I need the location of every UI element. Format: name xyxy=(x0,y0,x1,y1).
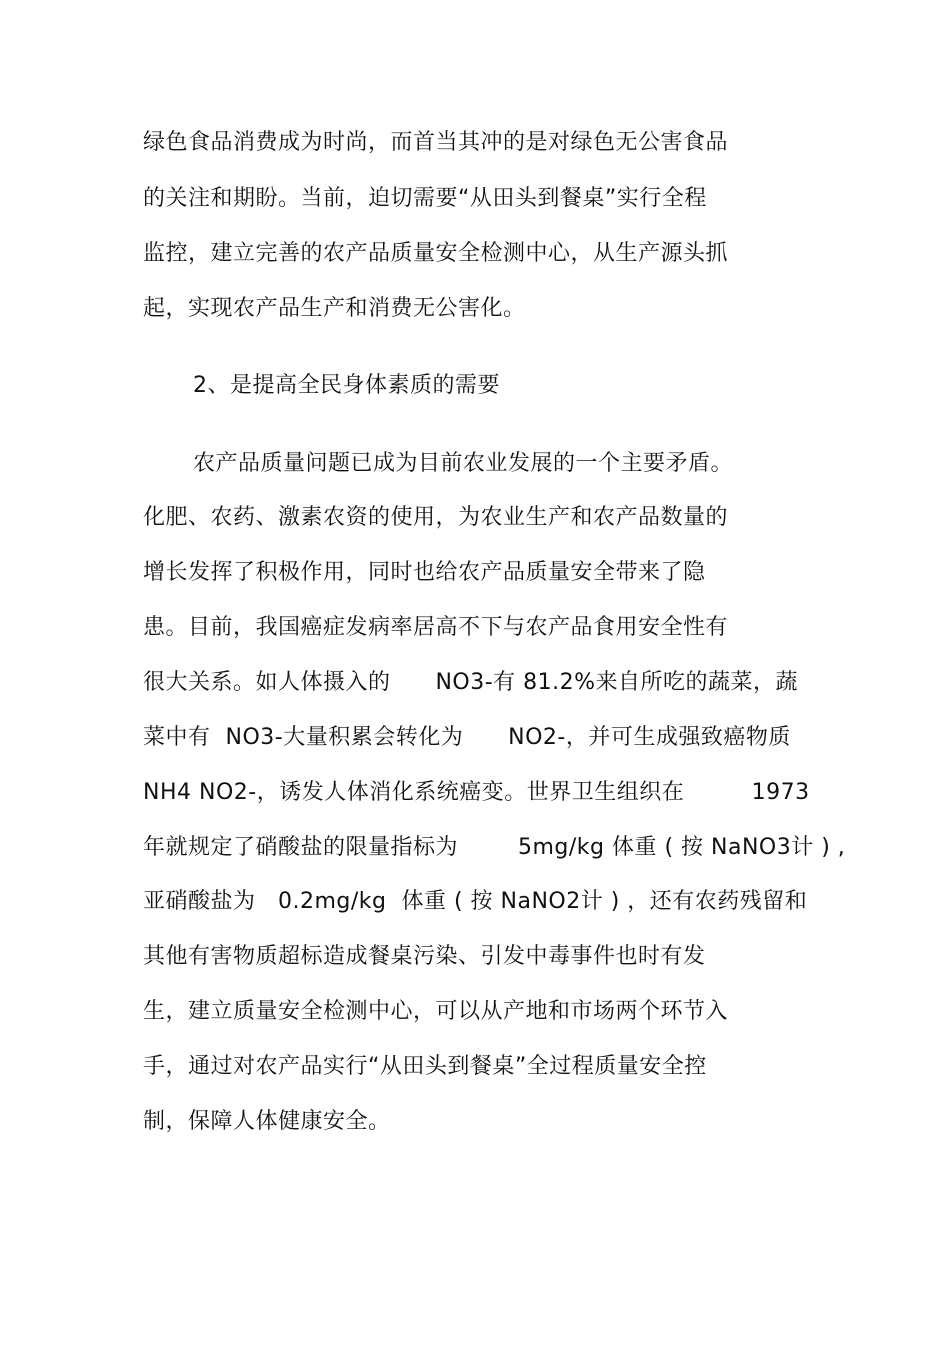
paragraph-2-line-12: 手，通过对农产品实行“从田头到餐桌”全过程质量安全控 xyxy=(143,1054,707,1079)
paragraph-1-line-4: 起，实现农产品生产和消费无公害化。 xyxy=(143,296,526,321)
paragraph-2-line-6: 菜中有 NO3-大量积累会转化为 NO2-，并可生成强致癌物质 xyxy=(143,725,791,750)
paragraph-2-line-13: 制，保障人体健康安全。 xyxy=(143,1109,391,1134)
paragraph-2-line-9: 亚硝酸盐为 0.2mg/kg 体重 ( 按 NaNO2计 ) ，还有农药残留和 xyxy=(143,889,808,914)
paragraph-1-line-1: 绿色食品消费成为时尚，而首当其冲的是对绿色无公害食品 xyxy=(143,130,729,155)
paragraph-1-line-3: 监控，建立完善的农产品质量安全检测中心，从生产源头抓 xyxy=(143,241,729,266)
paragraph-2-line-10: 其他有害物质超标造成餐桌污染、引发中毒事件也时有发 xyxy=(143,944,706,969)
paragraph-2-line-8: 年就规定了硝酸盐的限量指标为 5mg/kg 体重 ( 按 NaNO3计 ) , xyxy=(143,835,846,860)
section-heading: 2、是提高全民身体素质的需要 xyxy=(193,373,500,398)
paragraph-2-line-3: 增长发挥了积极作用，同时也给农产品质量安全带来了隐 xyxy=(143,560,706,585)
paragraph-2-line-1: 农产品质量问题已成为目前农业发展的一个主要矛盾。 xyxy=(193,451,734,476)
paragraph-2-line-7: NH4 NO2-，诱发人体消化系统癌变。世界卫生组织在 1973 xyxy=(143,780,810,805)
paragraph-2-line-11: 生，建立质量安全检测中心，可以从产地和市场两个环节入 xyxy=(143,999,729,1024)
paragraph-2-line-5: 很大关系。如人体摄入的 NO3-有 81.2%来自所吃的蔬菜，蔬 xyxy=(143,670,799,695)
paragraph-2-line-2: 化肥、农药、激素农资的使用，为农业生产和农产品数量的 xyxy=(143,505,729,530)
paragraph-1-line-2: 的关注和期盼。当前，迫切需要“从田头到餐桌”实行全程 xyxy=(143,186,707,211)
paragraph-2-line-4: 患。目前，我国癌症发病率居高不下与农产品食用安全性有 xyxy=(143,615,729,640)
